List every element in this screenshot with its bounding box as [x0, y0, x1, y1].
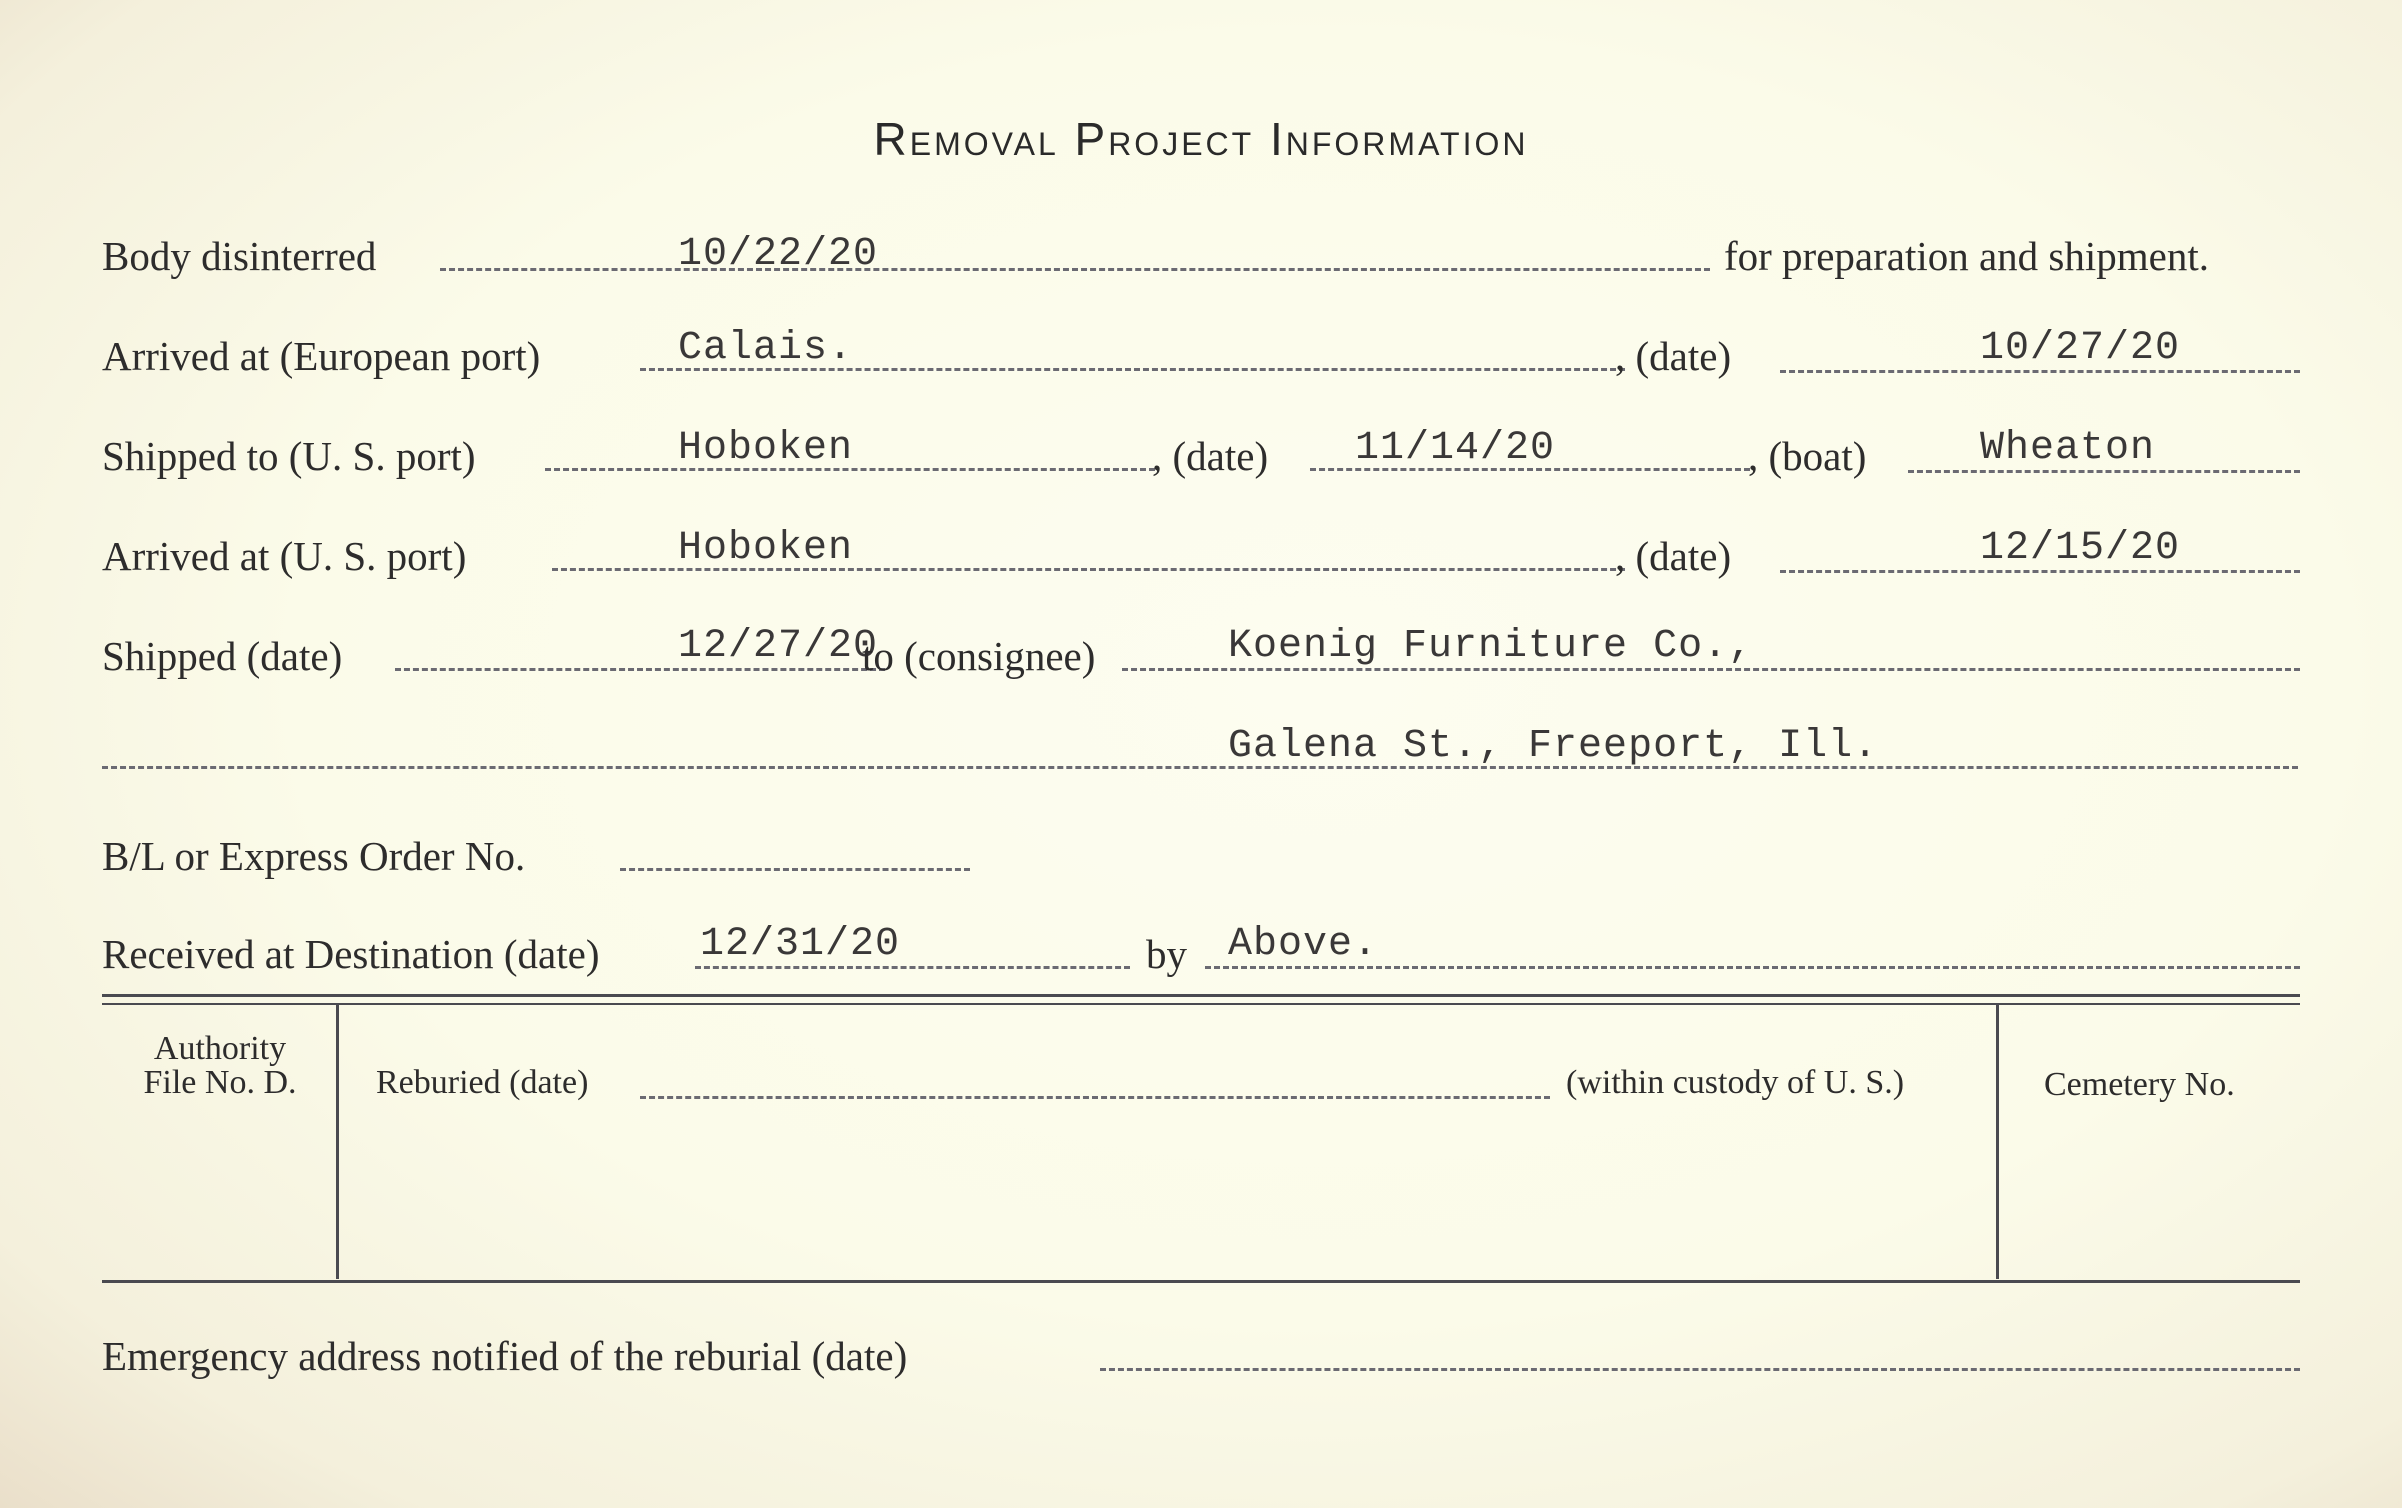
authority-line-2: File No. D. [143, 1064, 297, 1101]
consignee-address-value: Galena St., Freeport, Ill. [1228, 724, 1879, 769]
arrived-us-port-date-label: , (date) [1615, 533, 1732, 579]
card-title: Removal Project Information [873, 113, 1529, 165]
arrived-us-port-value: Hoboken [678, 526, 854, 571]
custody-label: (within custody of U. S.) [1566, 1064, 1905, 1101]
box-left-divider [336, 1005, 339, 1279]
shipped-to-us-port-label: Shipped to (U. S. port) [102, 433, 476, 479]
consignee-label: to (consignee) [862, 633, 1096, 679]
bl-express-order-line [620, 868, 970, 871]
emergency-address-label: Emergency address notified of the reburial (date) [102, 1333, 908, 1379]
received-destination-label: Received at Destination (date) [102, 931, 600, 977]
authority-file-label [110, 1032, 330, 1100]
box-top-rule-2 [102, 1003, 2300, 1005]
shipped-date-label: , (date) [1152, 433, 1269, 479]
arrived-us-port-label: Arrived at (U. S. port) [102, 533, 467, 579]
shipped-date-row-label: Shipped (date) [102, 633, 343, 679]
european-port-date-value: 10/27/20 [1980, 326, 2181, 371]
emergency-address-line [1100, 1368, 2300, 1371]
authority-line-1: Authority [153, 1030, 287, 1067]
arrived-us-port-date-value: 12/15/20 [1980, 526, 2181, 571]
european-port-value: Calais. [678, 326, 854, 371]
box-bottom-rule [102, 1280, 2300, 1283]
cemetery-no-label: Cemetery No. [2044, 1066, 2235, 1103]
box-right-divider [1996, 1005, 1999, 1279]
consignee-value: Koenig Furniture Co., [1228, 624, 1754, 669]
body-disinterred-line [440, 268, 1710, 271]
received-by-value: Above. [1228, 922, 1379, 967]
preparation-shipment-label: for preparation and shipment. [1724, 233, 2210, 279]
european-port-label: Arrived at (European port) [102, 333, 541, 379]
received-destination-date-value: 12/31/20 [700, 922, 901, 967]
shipped-date-value: 11/14/20 [1355, 426, 1556, 471]
boat-label: , (boat) [1748, 433, 1867, 479]
body-disinterred-label: Body disinterred [102, 233, 377, 279]
boat-value: Wheaton [1980, 426, 2156, 471]
shipped-date-row-value: 12/27/20 [678, 624, 879, 669]
box-top-rule-1 [102, 994, 2300, 997]
reburied-line [640, 1096, 1550, 1099]
received-by-label: by [1146, 931, 1187, 977]
reburied-label: Reburied (date) [376, 1064, 589, 1101]
shipped-to-us-port-value: Hoboken [678, 426, 854, 471]
european-port-date-label: , (date) [1615, 333, 1732, 379]
consignee-address-line [102, 766, 2298, 769]
body-disinterred-value: 10/22/20 [678, 232, 879, 277]
bl-express-order-label: B/L or Express Order No. [102, 833, 526, 879]
